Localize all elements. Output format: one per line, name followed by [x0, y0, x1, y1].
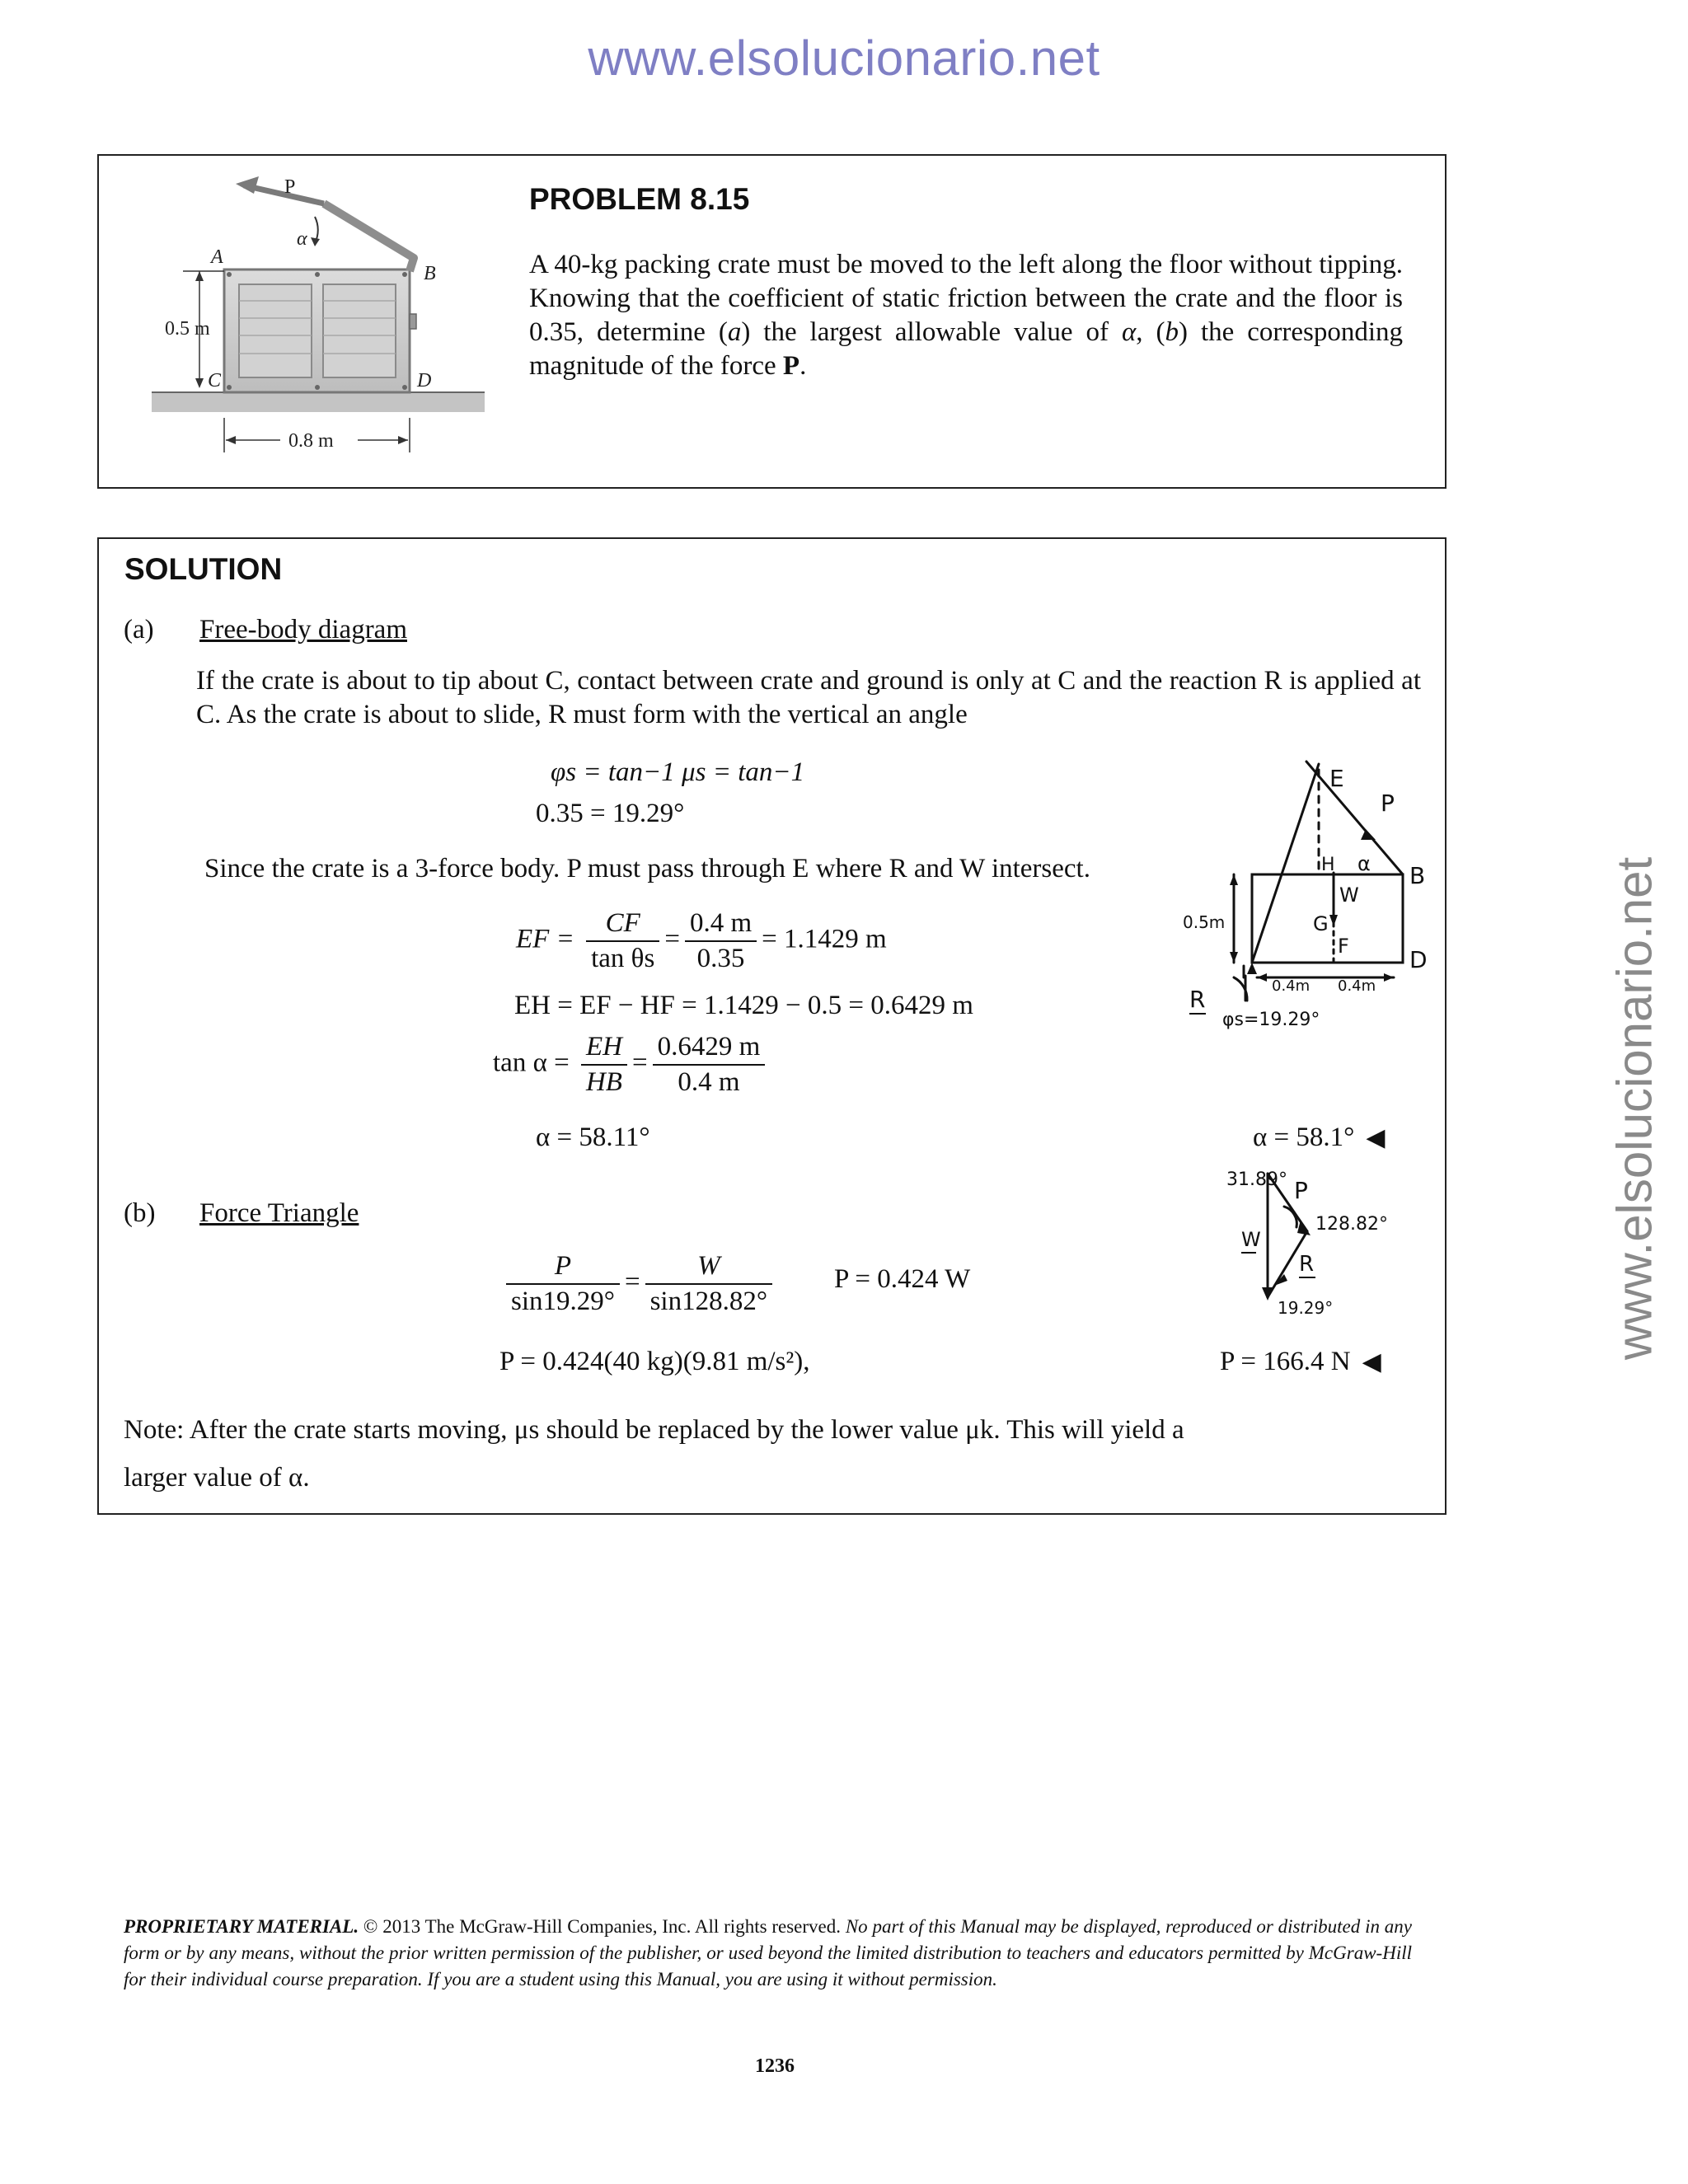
crate-figure [99, 156, 593, 485]
eq-alpha-value: α = 58.11° [536, 1122, 650, 1152]
eq-law-of-sines: $\frac{P}{\sin 19.29^\circ}$ = $\frac{W}{\sin 128.82^\circ}$ [501, 1251, 777, 1317]
problem-box [97, 154, 1447, 489]
part-a-paragraph: If the crate is about to tip about C, contact between crate and ground is only at C and the reaction R is applied at C. As the crate is about to slide, R must form with the vertical an angle [196, 666, 1421, 729]
eq-tan-num2: 0.6429 m [653, 1032, 766, 1066]
answer-marker-icon: ◀ [1366, 1124, 1386, 1151]
answer-alpha [1253, 1122, 1385, 1153]
solution-note: Note: After the crate starts moving, μs should be replaced by the lower value μk. This will yield a larger value of α. [124, 1415, 1184, 1493]
triangle-label-bottom-angle: 19.29° [1278, 1298, 1334, 1318]
part-a-marker: (a) [124, 615, 154, 644]
page-number: 1236 [755, 2055, 795, 2077]
fbd-label-alpha: α [1357, 852, 1371, 875]
eq-ef-result: = 1.1429 m [762, 924, 887, 954]
part-b-heading: Force Triangle [199, 1198, 359, 1228]
fbd-label-b: B [1409, 862, 1426, 889]
fbd-label-e: E [1329, 765, 1344, 792]
eq-tan-lhs: tan α = [493, 1047, 570, 1078]
eq-ef: EF = $\frac{CF}{\text{tan θs}}$ = $\frac{0.4 m}{0.35}$ = 1.1429 m [516, 908, 887, 973]
free-body-diagram [1142, 762, 1428, 1058]
eq-sines-p-num: P [506, 1251, 620, 1285]
floor [152, 392, 485, 412]
answer-alpha-text: α = 58.1° [1253, 1122, 1355, 1152]
eq-tan-alpha: tan α = $\frac{EH}{HB}$ = $\frac{0.6429 m}{0.4 m}$ [493, 1032, 770, 1098]
problem-statement: A 40-kg packing crate must be moved to the left along the floor without tipping. Knowing that the coefficient of static friction between the crate and the floor is 0.35, determine (a) the largest allowable value of α, (b) the corresponding magnitude of the force P. [529, 250, 1403, 381]
watermark-top: www.elsolucionario.net [588, 30, 1100, 86]
eq-p-ratio: P = 0.424 W [834, 1264, 971, 1294]
eq-ef-lhs: EF = [516, 924, 574, 954]
fbd-label-g: G [1313, 912, 1329, 935]
fbd-label-p: P [1381, 790, 1395, 817]
eq-ef-den2: 0.35 [696, 944, 745, 973]
fbd-label-phi: φs=19.29° [1222, 1010, 1320, 1030]
answer-marker-icon: ◀ [1362, 1348, 1381, 1376]
eq-tan-num1: EH [581, 1032, 627, 1066]
label-b: B [424, 263, 436, 284]
footer-proprietary-label: PROPRIETARY MATERIAL. [124, 1916, 359, 1937]
eq-phi-line2: 0.35 = 19.29° [536, 799, 685, 828]
triangle-label-r: R [1299, 1252, 1315, 1277]
label-p: P [284, 176, 296, 198]
solution-box [97, 537, 1447, 1515]
part-a-heading: Free-body diagram [199, 615, 407, 644]
label-a: A [211, 246, 223, 268]
copyright-footer [124, 1914, 1412, 1993]
footer-notice: No part of this Manual may be displayed, reproduced or distributed in any form or by any means, without the prior written permission of the publisher, or used beyond the limited distribution to teachers and educators permitted by McGraw-Hill for their individual course preparation. If you are a student using this Manual, you are using it without permission. [124, 1916, 1413, 1990]
fbd-label-h: H [1321, 855, 1335, 875]
label-width: 0.8 m [288, 430, 334, 452]
cable [324, 204, 414, 271]
footer-copyright: © 2013 The McGraw-Hill Companies, Inc. All rights reserved. [363, 1916, 842, 1937]
eq-phi-line1: φs = tan−1 μs = tan−1 [551, 757, 805, 787]
watermark-side-text: www.elsolucionario.net [1606, 856, 1662, 1361]
eq-ef-den1: tan θs [591, 944, 655, 973]
fbd-label-height: 0.5m [1183, 912, 1226, 932]
label-d: D [417, 370, 432, 391]
label-alpha: α [297, 228, 307, 250]
part-b-marker: (b) [124, 1198, 156, 1228]
eq-sines-w-den: sin128.82° [649, 1286, 768, 1316]
triangle-label-top-angle: 31.89° [1226, 1169, 1287, 1190]
eq-tan-den1: HB [585, 1067, 622, 1097]
three-force-statement: Since the crate is a 3-force body. P must pass through E where R and W intersect. [204, 854, 1090, 883]
fbd-label-seg1: 0.4m [1272, 977, 1311, 995]
fbd-label-d: D [1409, 946, 1428, 973]
eq-p-calc: P = 0.424(40 kg)(9.81 m/s²), [499, 1347, 810, 1376]
force-triangle [1218, 1165, 1400, 1330]
problem-title: PROBLEM 8.15 [529, 182, 750, 216]
fbd-label-f: F [1338, 935, 1349, 958]
eq-ef-num2: 0.4 m [685, 908, 757, 942]
label-height: 0.5 m [165, 318, 210, 340]
fbd-label-w: W [1339, 883, 1359, 907]
answer-p [1220, 1347, 1381, 1377]
fbd-label-seg2: 0.4m [1338, 977, 1376, 995]
label-c: C [208, 370, 222, 391]
eq-ef-num1: CF [586, 908, 659, 942]
eq-sines-p-den: sin19.29° [511, 1286, 615, 1316]
eq-sines-w-num: W [645, 1251, 772, 1285]
eq-eh: EH = EF − HF = 1.1429 − 0.5 = 0.6429 m [514, 991, 973, 1020]
answer-p-text: P = 166.4 N [1220, 1347, 1351, 1376]
eq-tan-den2: 0.4 m [678, 1067, 740, 1097]
solution-title: SOLUTION [124, 552, 283, 586]
triangle-label-w: W [1241, 1228, 1261, 1251]
triangle-label-p: P [1294, 1177, 1308, 1204]
fbd-label-r: R [1189, 986, 1206, 1013]
triangle-label-right-angle: 128.82° [1315, 1214, 1388, 1235]
